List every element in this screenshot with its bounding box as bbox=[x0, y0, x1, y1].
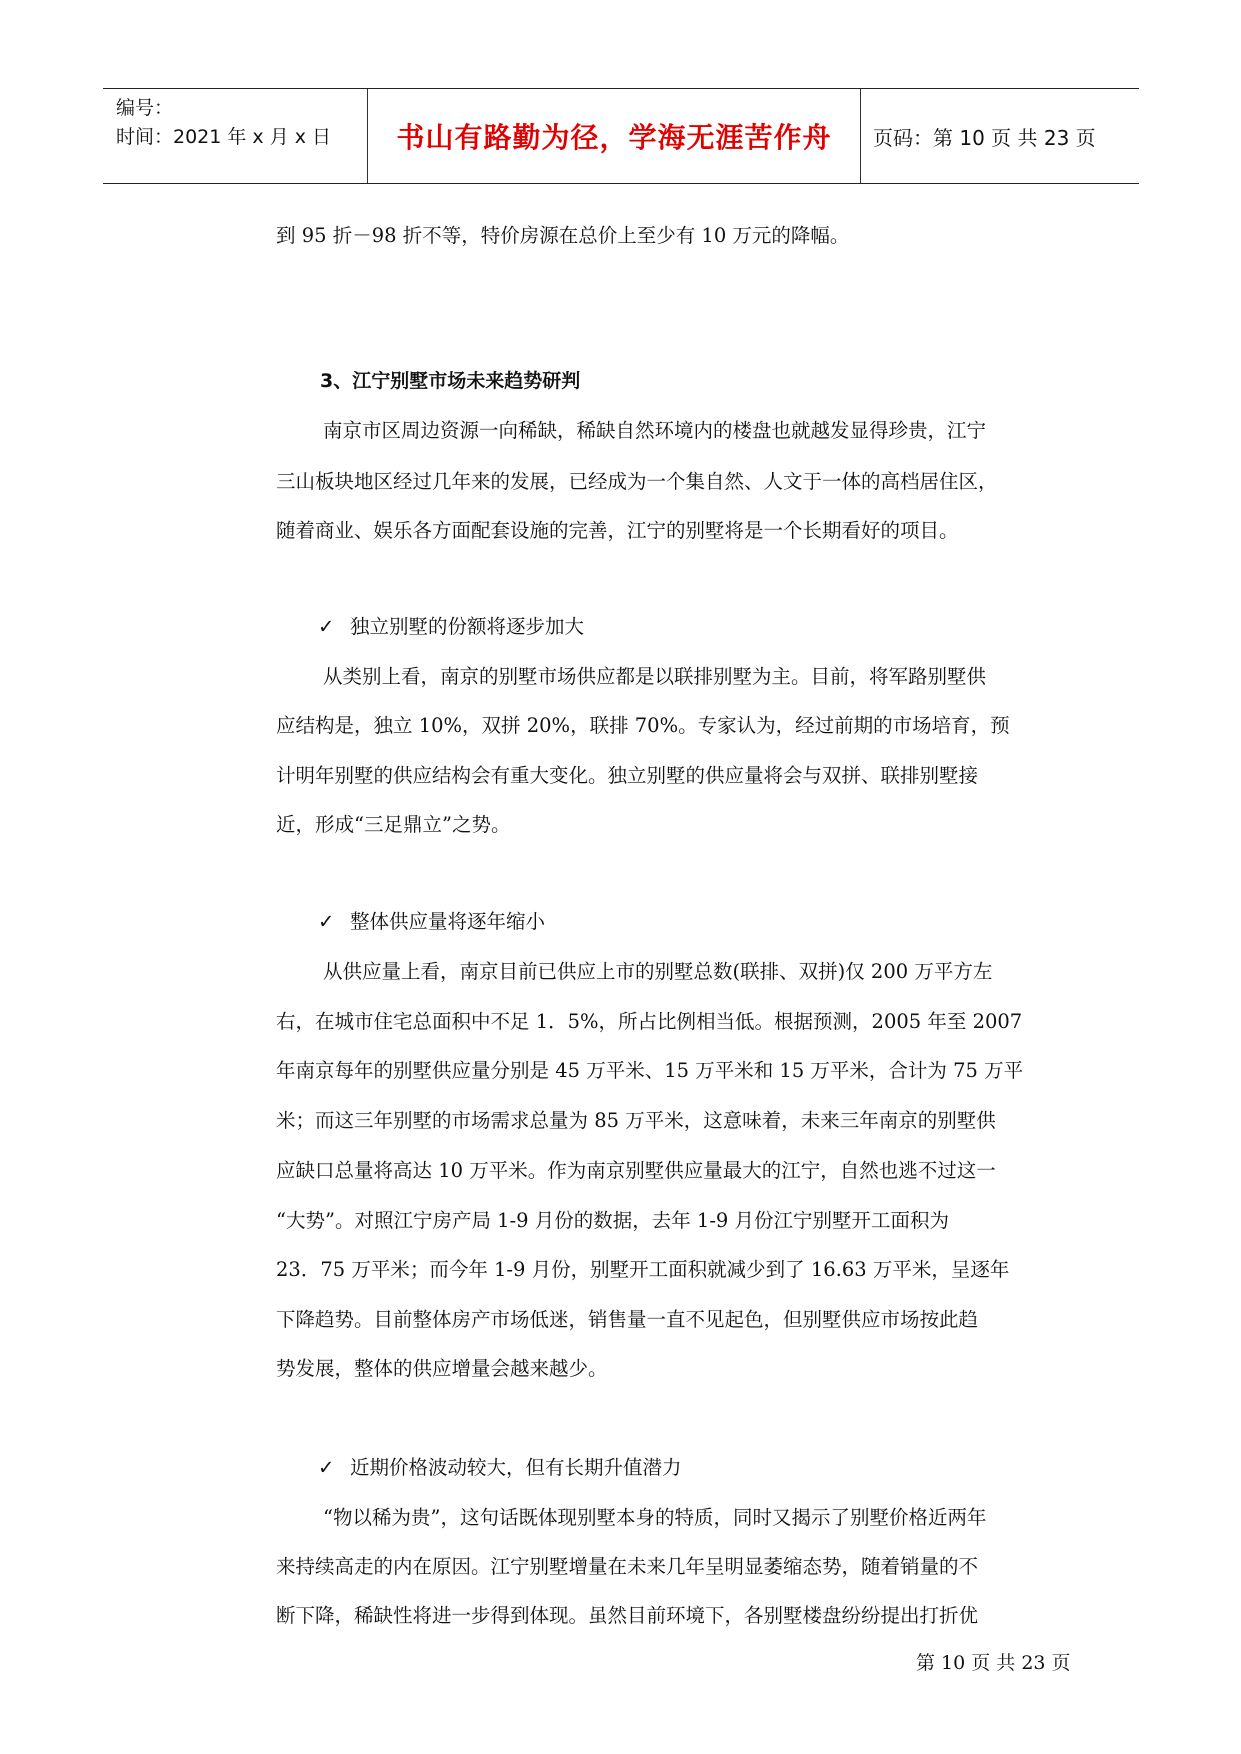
header-page-cell bbox=[861, 89, 1151, 183]
paragraph-line: 随着商业、娱乐各方面配套设施的完善，江宁的别墅将是一个长期看好的项目。 bbox=[276, 519, 959, 542]
paragraph-line: 断下降，稀缺性将进一步得到体现。虽然目前环境下，各别墅楼盘纷纷提出打折优 bbox=[276, 1604, 979, 1627]
checklist-item bbox=[318, 617, 584, 637]
header-page-number: 页码：第 10 页 共 23 页 bbox=[873, 125, 1096, 150]
paragraph-line: 到 95 折－98 折不等，特价房源在总价上至少有 10 万元的降幅。 bbox=[276, 224, 850, 247]
check-mark-icon: ✓ bbox=[318, 615, 335, 638]
paragraph-line: 应结构是，独立 10%，双拼 20%，联排 70%。专家认为，经过前期的市场培育，预 bbox=[276, 714, 1010, 737]
page-header bbox=[103, 88, 1139, 184]
paragraph-line: “大势”。对照江宁房产局 1-9 月份的数据，去年 1-9 月份江宁别墅开工面积为 bbox=[276, 1209, 950, 1232]
paragraph-line: 计明年别墅的供应结构会有重大变化。独立别墅的供应量将会与双拼、联排别墅接 bbox=[276, 764, 979, 787]
checklist-item bbox=[318, 1458, 682, 1478]
paragraph-line: 应缺口总量将高达 10 万平米。作为南京别墅供应量最大的江宁，自然也逃不过这一 bbox=[276, 1159, 996, 1182]
checklist-item-label: 近期价格波动较大，但有长期升值潜力 bbox=[350, 1456, 682, 1479]
checklist-item-label: 整体供应量将逐年缩小 bbox=[350, 910, 546, 933]
header-motto-cell bbox=[367, 89, 861, 183]
paragraph-line: 来持续高走的内在原因。江宁别墅增量在未来几年呈明显萎缩态势，随着销量的不 bbox=[276, 1555, 979, 1578]
paragraph-line: 右，在城市住宅总面积中不足 1．5%，所占比例相当低。根据预测，2005 年至 2007 bbox=[276, 1010, 1023, 1033]
paragraph-line: 南京市区周边资源一向稀缺，稀缺自然环境内的楼盘也就越发显得珍贵，江宁 bbox=[323, 419, 987, 442]
section-heading: 3、江宁别墅市场未来趋势研判 bbox=[320, 370, 581, 392]
paragraph-line: 23．75 万平米；而今年 1-9 月份，别墅开工面积就减少到了 16.63 万平米，呈逐年 bbox=[276, 1258, 1010, 1281]
header-info-cell bbox=[103, 89, 367, 183]
check-mark-icon: ✓ bbox=[318, 910, 335, 933]
paragraph-line: 年南京每年的别墅供应量分别是 45 万平米、15 万平米和 15 万平米，合计为 75 万平 bbox=[276, 1059, 1024, 1082]
document-time-label: 时间：2021 年 x 月 x 日 bbox=[116, 126, 332, 148]
check-mark-icon: ✓ bbox=[318, 1456, 335, 1479]
checklist-item-label: 独立别墅的份额将逐步加大 bbox=[350, 615, 585, 638]
footer-page-number: 第 10 页 共 23 页 bbox=[916, 1652, 1071, 1674]
paragraph-line: 从供应量上看，南京目前已供应上市的别墅总数(联排、双拼)仅 200 万平方左 bbox=[323, 960, 993, 983]
paragraph-line: 势发展，整体的供应增量会越来越少。 bbox=[276, 1357, 608, 1380]
paragraph-line: 下降趋势。目前整体房产市场低迷，销售量一直不见起色，但别墅供应市场按此趋 bbox=[276, 1308, 979, 1331]
paragraph-line: 近，形成“三足鼎立”之势。 bbox=[276, 813, 511, 836]
paragraph-line: 从类别上看，南京的别墅市场供应都是以联排别墅为主。目前，将军路别墅供 bbox=[323, 665, 987, 688]
paragraph-line: 米；而这三年别墅的市场需求总量为 85 万平米，这意味着，未来三年南京的别墅供 bbox=[276, 1109, 996, 1132]
paragraph-line: 三山板块地区经过几年来的发展，已经成为一个集自然、人文于一体的高档居住区， bbox=[276, 470, 998, 493]
document-code-label: 编号： bbox=[116, 97, 174, 119]
checklist-item bbox=[318, 912, 545, 932]
paragraph-line: “物以稀为贵”，这句话既体现别墅本身的特质，同时又揭示了别墅价格近两年 bbox=[323, 1506, 987, 1529]
header-motto: 书山有路勤为径，学海无涯苦作舟 bbox=[396, 121, 832, 154]
